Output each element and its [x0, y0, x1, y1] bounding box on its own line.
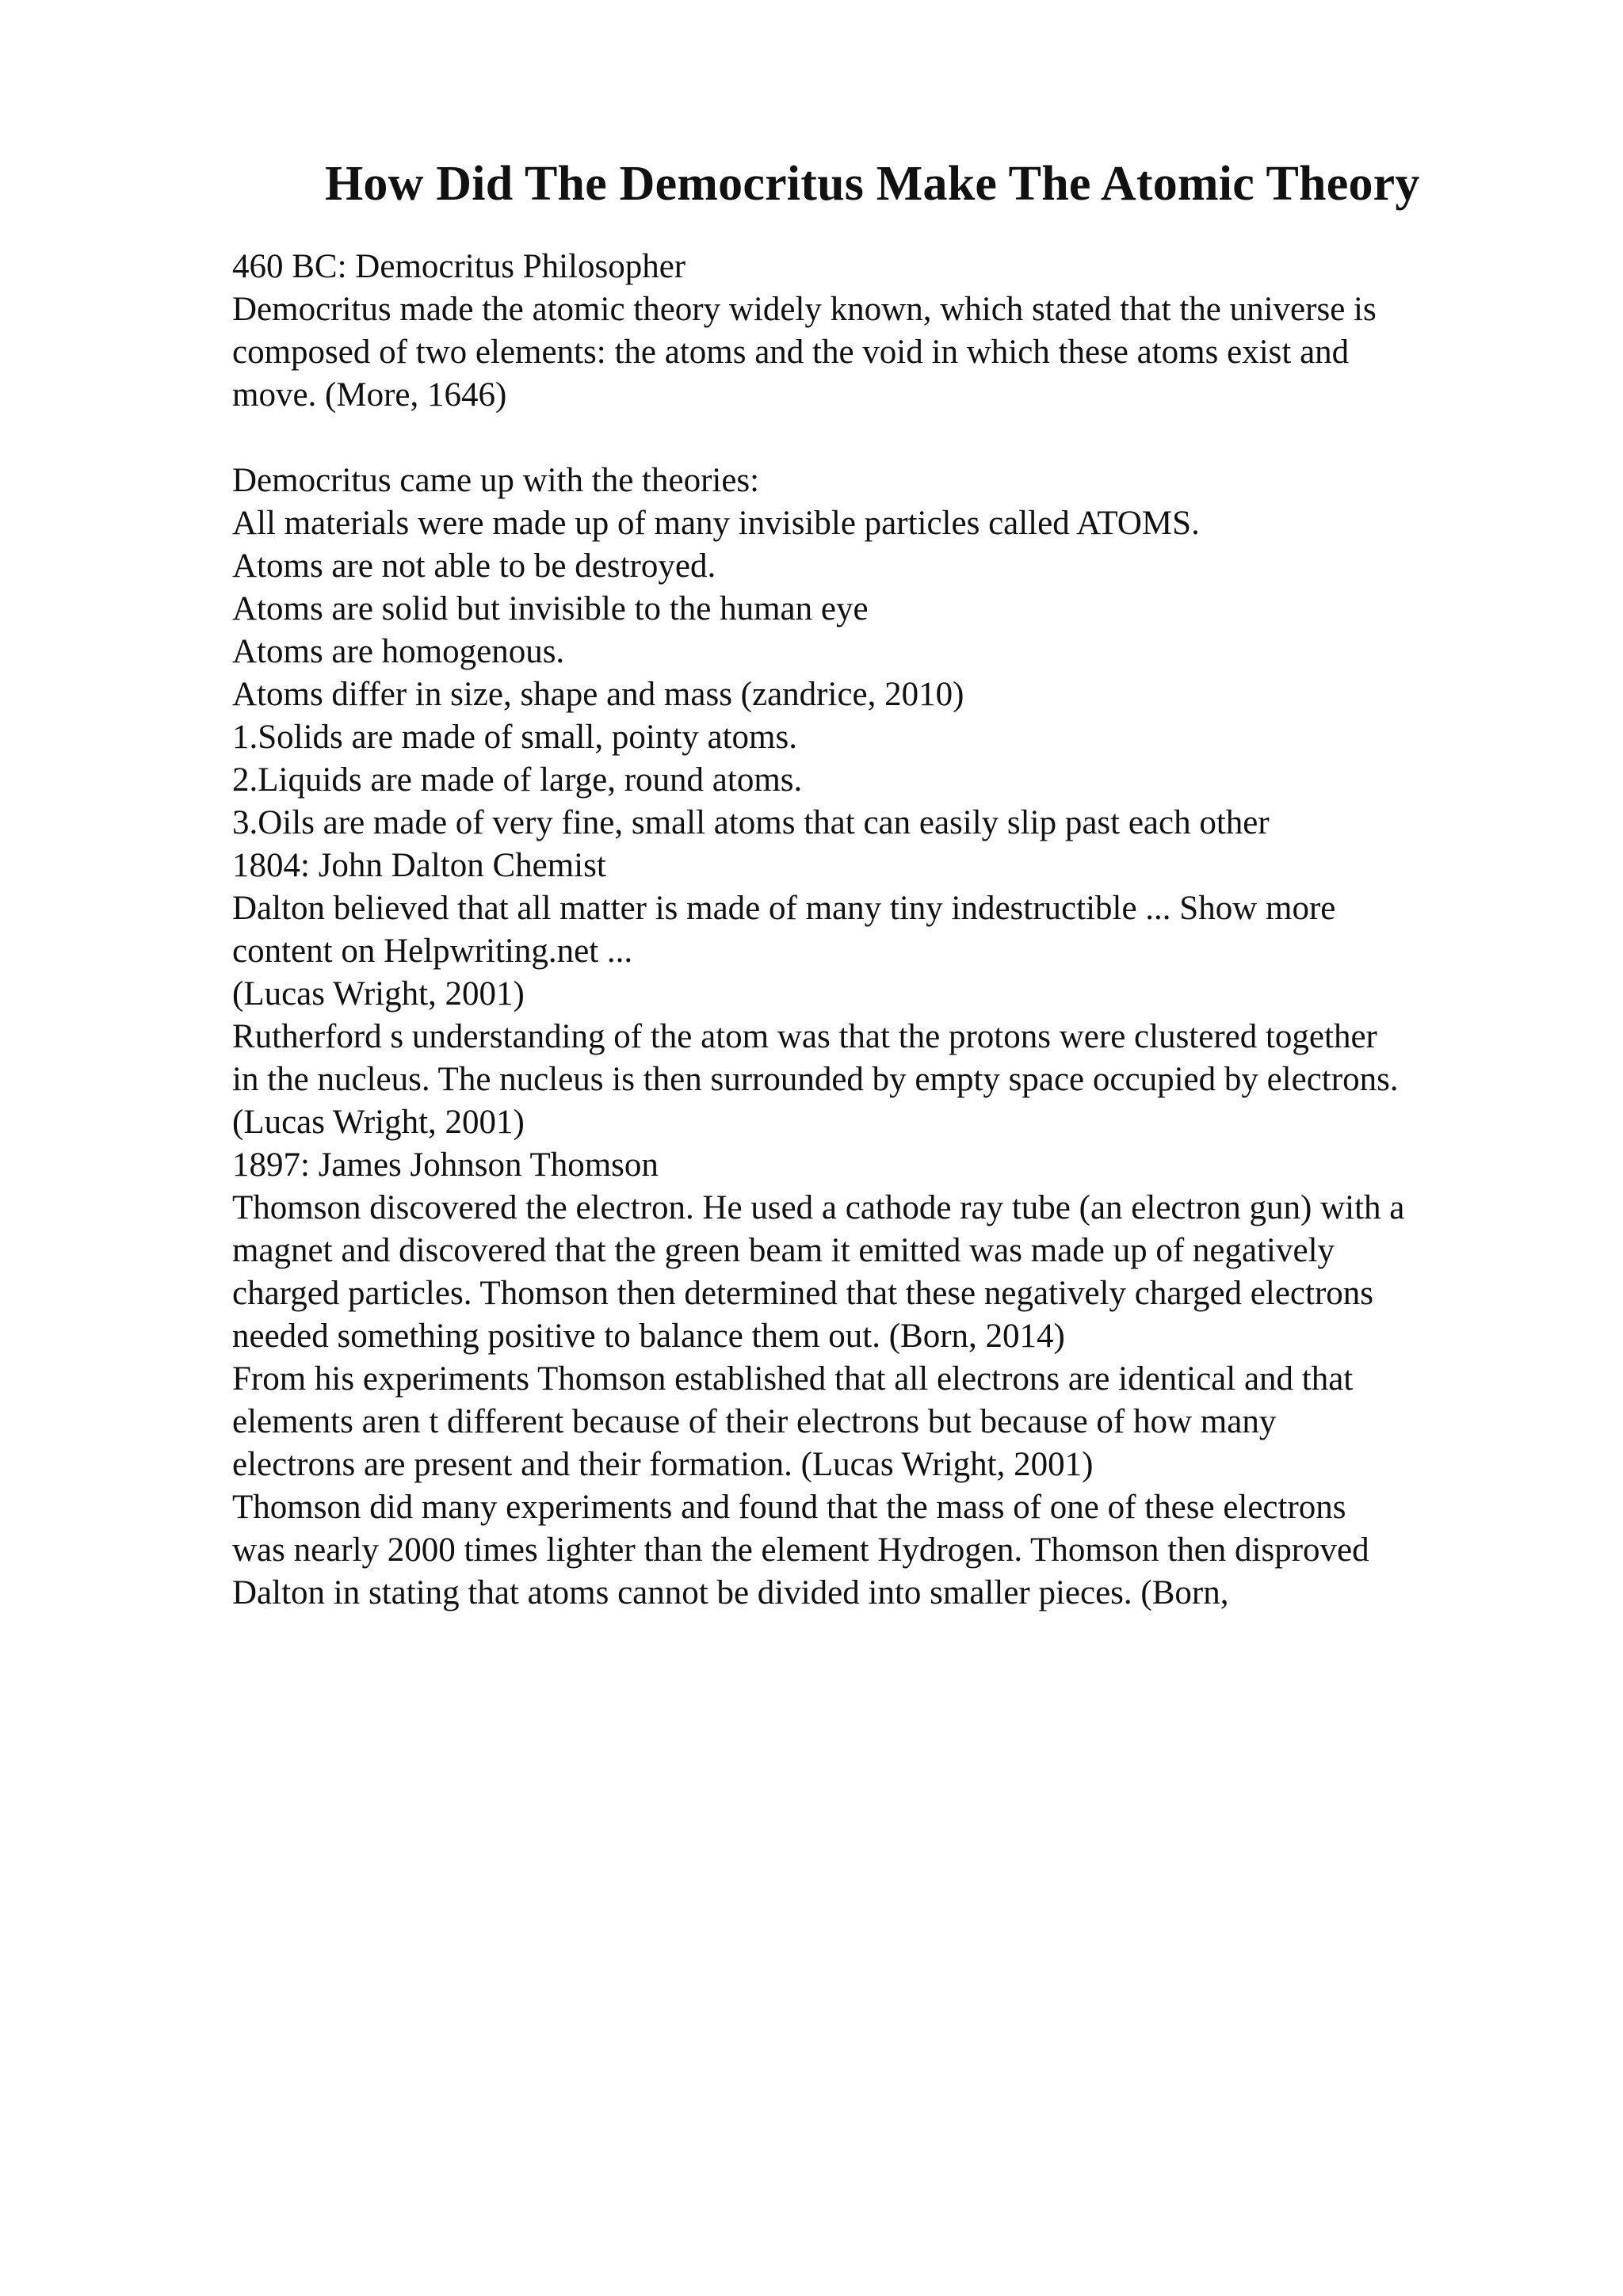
text-line: Thomson discovered the electron. He used a cathode ray tube (an electron gun) with a [232, 1189, 1405, 1226]
text-line: 1804: John Dalton Chemist [232, 847, 606, 884]
text-line: 460 BC: Democritus Philosopher [232, 248, 686, 285]
text-line: magnet and discovered that the green beam it emitted was made up of negatively [232, 1232, 1335, 1269]
text-line: Democritus made the atomic theory widely known, which stated that the universe is [232, 291, 1377, 328]
text-line: needed something positive to balance them out. (Born, 2014) [232, 1318, 1065, 1355]
text-line: content on Helpwriting.net ... [232, 933, 633, 970]
text-line: Thomson did many experiments and found that the mass of one of these electrons [232, 1489, 1346, 1526]
text-line: Rutherford s understanding of the atom was that the protons were clustered together [232, 1018, 1377, 1055]
text-line: Democritus came up with the theories: [232, 462, 760, 499]
text-line: From his experiments Thomson established that all electrons are identical and that [232, 1360, 1354, 1398]
text-line: Atoms are homogenous. [232, 633, 565, 670]
text-line: (Lucas Wright, 2001) [232, 1104, 525, 1141]
text-line: charged particles. Thomson then determined that these negatively charged electrons [232, 1275, 1373, 1312]
document-body [232, 246, 1603, 1615]
text-line: Atoms are solid but invisible to the human eye [232, 590, 869, 627]
text-line: in the nucleus. The nucleus is then surrounded by empty space occupied by electrons. [232, 1061, 1399, 1098]
text-line: Atoms are not able to be destroyed. [232, 547, 716, 585]
text-line: All materials were made up of many invisible particles called ATOMS. [232, 505, 1200, 542]
text-line: composed of two elements: the atoms and the void in which these atoms exist and [232, 334, 1350, 371]
text-line: 2.Liquids are made of large, round atoms. [232, 761, 803, 799]
text-line: Dalton in stating that atoms cannot be divided into smaller pieces. (Born, [232, 1574, 1229, 1611]
text-line: elements aren t different because of their electrons but because of how many [232, 1403, 1277, 1440]
text-line: Dalton believed that all matter is made of many tiny indestructible ... Show more [232, 890, 1336, 927]
text-line: Atoms differ in size, shape and mass (zandrice, 2010) [232, 676, 964, 713]
text-line: was nearly 2000 times lighter than the element Hydrogen. Thomson then disproved [232, 1531, 1369, 1569]
paragraph-gap [232, 417, 1603, 460]
text-line: 1.Solids are made of small, pointy atoms. [232, 719, 797, 756]
text-line: move. (More, 1646) [232, 376, 507, 414]
text-line: 3.Oils are made of very fine, small atoms that can easily slip past each other [232, 804, 1270, 841]
document-title: How Did The Democritus Make The Atomic Theory [325, 157, 1420, 211]
text-line: electrons are present and their formation. (Lucas Wright, 2001) [232, 1446, 1094, 1483]
text-line: 1897: James Johnson Thomson [232, 1146, 659, 1184]
text-line: (Lucas Wright, 2001) [232, 975, 525, 1013]
